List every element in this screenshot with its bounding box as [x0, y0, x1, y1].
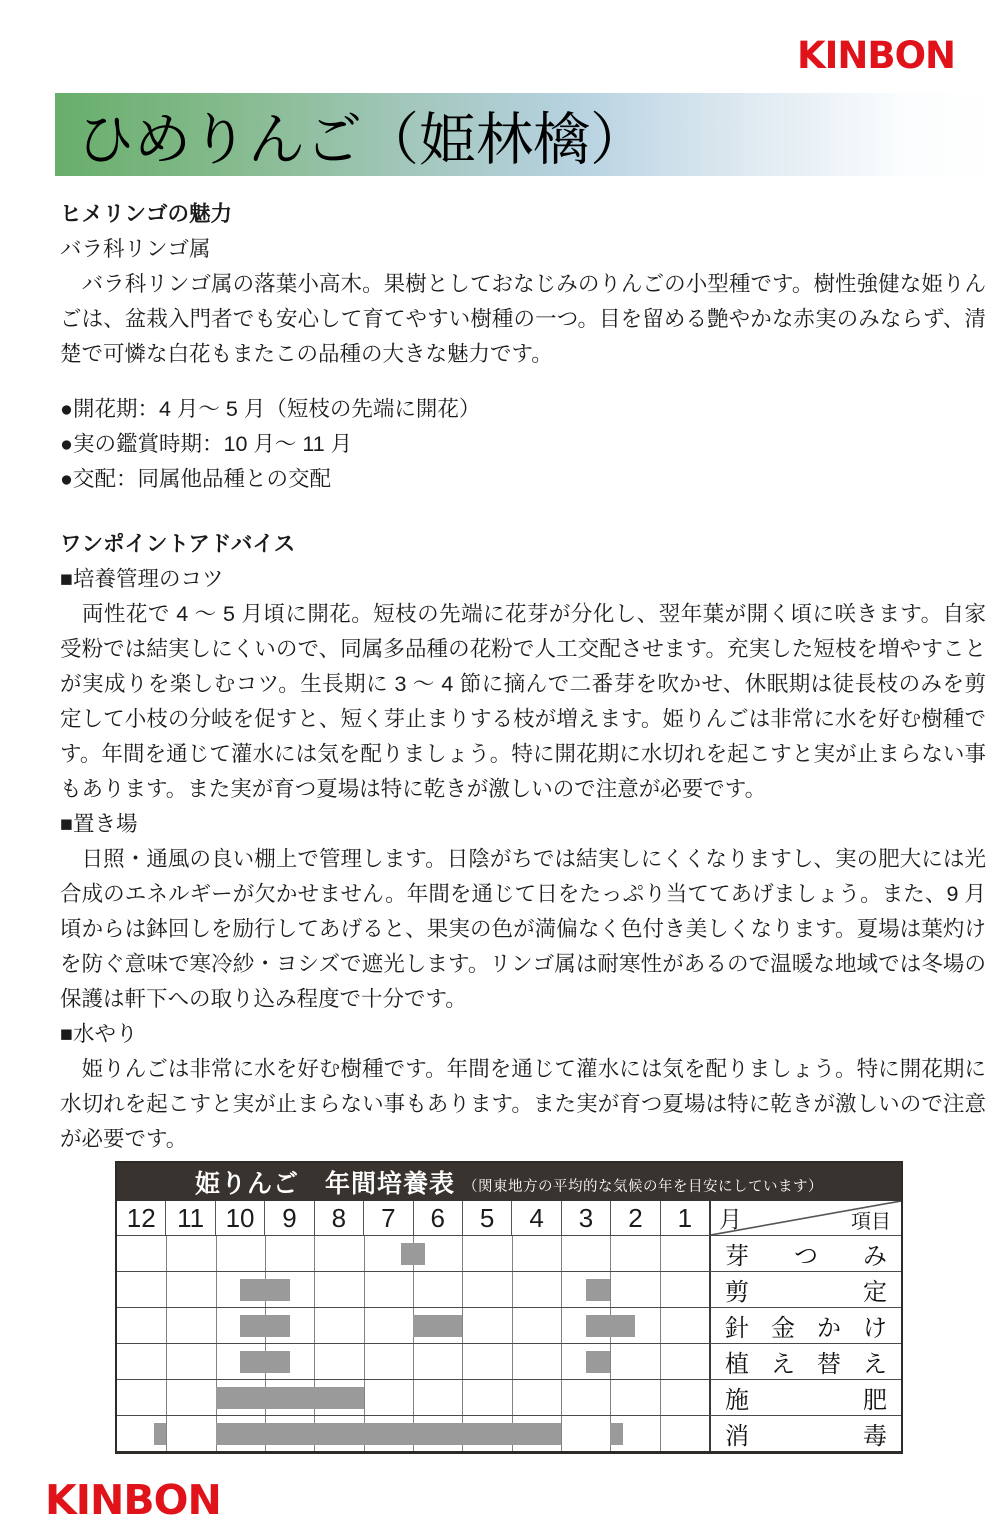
month-gridline: [166, 1344, 167, 1379]
month-gridline: [314, 1344, 315, 1379]
month-cell-4: 4: [512, 1201, 561, 1235]
advice-section: [60, 527, 986, 1157]
row-month-grid: [117, 1308, 709, 1343]
month-gridline: [512, 1344, 513, 1379]
advice-sub-body-watering: 姫りんごは非常に水を好む樹種です。年間を通じて灌水には気を配りましょう。特に開花期に水切れを起こすと実が止まらない事もあります。また実が育つ夏場は特に乾きが激しいので注意が必要です。: [60, 1057, 986, 1151]
month-gridline: [660, 1380, 661, 1415]
month-gridline: [561, 1272, 562, 1307]
activity-period-bar: [413, 1315, 462, 1337]
row-label-char: み: [863, 1243, 887, 1270]
month-gridline: [561, 1416, 562, 1451]
table-row-消毒: [117, 1415, 901, 1451]
month-gridline: [364, 1308, 365, 1343]
month-cell-12: 12: [117, 1201, 166, 1235]
month-gridline: [660, 1416, 661, 1451]
row-label: [709, 1236, 901, 1271]
activity-period-bar: [401, 1243, 426, 1265]
row-month-grid: [117, 1344, 709, 1379]
month-cell-7: 7: [364, 1201, 413, 1235]
row-label: [709, 1272, 901, 1307]
month-gridline: [561, 1344, 562, 1379]
month-cell-10: 10: [216, 1201, 265, 1235]
row-label-char: 毒: [863, 1423, 887, 1450]
intro-heading: ヒメリンゴの魅力: [60, 202, 233, 226]
page-title: ひめりんご（姫林檎）: [77, 106, 647, 173]
row-label-char: 芽: [725, 1243, 749, 1270]
month-gridline: [413, 1380, 414, 1415]
month-gridline: [314, 1272, 315, 1307]
row-label-char: え: [771, 1351, 795, 1378]
month-gridline: [660, 1272, 661, 1307]
activity-period-bar: [610, 1423, 622, 1445]
month-gridline: [561, 1380, 562, 1415]
month-gridline: [166, 1380, 167, 1415]
month-gridline: [413, 1344, 414, 1379]
month-gridline: [610, 1272, 611, 1307]
activity-period-bar: [586, 1279, 611, 1301]
table-subtitle: （関東地方の平均的な気候の年を目安にしています）: [463, 1178, 823, 1195]
row-label-char: 消: [725, 1423, 749, 1450]
table-header-bar: [117, 1163, 901, 1201]
spec-bullet-list: [60, 392, 986, 497]
row-month-grid: [117, 1236, 709, 1271]
month-gridline: [166, 1308, 167, 1343]
month-gridline: [512, 1308, 513, 1343]
row-label-char: 替: [817, 1351, 841, 1378]
month-gridline: [610, 1236, 611, 1271]
activity-period-bar: [240, 1315, 289, 1337]
month-gridline: [314, 1308, 315, 1343]
month-cell-8: 8: [315, 1201, 364, 1235]
table-row-植え替え: [117, 1343, 901, 1379]
month-gridline: [364, 1380, 365, 1415]
month-gridline: [314, 1236, 315, 1271]
month-cell-6: 6: [414, 1201, 463, 1235]
month-cell-1: 1: [677, 1202, 693, 1233]
activity-period-bar: [216, 1423, 561, 1445]
month-gridline: [364, 1272, 365, 1307]
intro-paragraph: バラ科リンゴ属の落葉小高木。果樹としておなじみのりんごの小型種です。樹性強健な姫りんごは、盆栽入門者でも安心して育てやすい樹種の一つ。目を留める艶やかな赤実のみならず、清楚で可憐な白花もまたこの品種の大きな魅力です。: [60, 272, 986, 366]
cultivation-calendar-table: [115, 1161, 903, 1454]
table-months-row: [117, 1201, 709, 1235]
month-gridline: [512, 1380, 513, 1415]
month-gridline: [660, 1344, 661, 1379]
month-gridline: [462, 1272, 463, 1307]
month-gridline: [610, 1344, 611, 1379]
month-cell-11: 11: [166, 1201, 215, 1235]
table-row-針金かけ: [117, 1307, 901, 1343]
bullet-fruit-viewing-period: ●実の鑑賞時期：10 月～ 11 月: [60, 432, 353, 456]
table-title: 姫りんご 年間培養表: [194, 1169, 455, 1198]
month-gridline: [512, 1272, 513, 1307]
table-row-剪定: [117, 1271, 901, 1307]
row-label-char: 剪: [725, 1279, 749, 1306]
month-gridline: [216, 1272, 217, 1307]
month-gridline: [561, 1236, 562, 1271]
intro-section: [60, 197, 986, 372]
month-gridline: [364, 1344, 365, 1379]
corner-label-item: 項目: [851, 1211, 891, 1233]
row-label-char: か: [817, 1315, 841, 1342]
row-label: [709, 1416, 901, 1451]
month-cell-2: 2: [611, 1201, 660, 1235]
body-content: [60, 197, 986, 1157]
row-month-grid: [117, 1416, 709, 1451]
advice-sub-body-care: 両性花で 4 ～ 5 月頃に開花。短枝の先端に花芽が分化し、翌年葉が開く頃に咲きます。自家受粉では結実しにくいので、同属多品種の花粉で人工交配させます。充実した短枝を増やすことが実成りを楽しむコツ。生長期に 3 ～ 4 節に摘んで二番芽を吹かせ、休眠期は徒長枝のみを剪定して小枝の分岐を促すと、短く芽止まりする枝が増えます。姫りんごは非常に水を好む樹種です。年間を通じて灌水には気を配りましょう。特に開花期に水切れを起こすと実が止まらない事もあります。また実が育つ夏場は特に乾きが激しいので注意が必要です。: [60, 602, 986, 801]
row-label-char: 針: [725, 1315, 749, 1342]
month-gridline: [216, 1236, 217, 1271]
month-gridline: [413, 1272, 414, 1307]
month-gridline: [216, 1308, 217, 1343]
activity-period-bar: [154, 1423, 166, 1445]
activity-period-bar: [216, 1387, 364, 1409]
month-gridline: [660, 1308, 661, 1343]
bullet-pollination: ●交配：同属他品種との交配: [60, 467, 331, 491]
row-label-char: け: [863, 1315, 887, 1342]
month-gridline: [512, 1236, 513, 1271]
activity-period-bar: [240, 1351, 289, 1373]
month-gridline: [216, 1344, 217, 1379]
row-label: [709, 1308, 901, 1343]
kinbon-logo-top: KINBON: [796, 34, 955, 77]
advice-heading: ワンポイントアドバイス: [60, 532, 296, 556]
row-label-char: 金: [771, 1315, 795, 1342]
activity-period-bar: [586, 1315, 635, 1337]
month-gridline: [462, 1344, 463, 1379]
row-label-char: 肥: [863, 1387, 887, 1414]
month-gridline: [462, 1236, 463, 1271]
month-cell-5: 5: [463, 1201, 512, 1235]
advice-sub-title-watering: ■水やり: [60, 1022, 138, 1046]
advice-sub-title-care: ■培養管理のコツ: [60, 567, 224, 591]
month-gridline: [462, 1380, 463, 1415]
row-label-char: え: [863, 1351, 887, 1378]
activity-period-bar: [240, 1279, 289, 1301]
row-label-char: 施: [725, 1387, 749, 1414]
row-label: [709, 1344, 901, 1379]
month-gridline: [610, 1380, 611, 1415]
corner-label-month: 月: [719, 1206, 742, 1232]
month-gridline: [364, 1236, 365, 1271]
table-body: [117, 1235, 901, 1451]
kinbon-logo-bottom: KINBON: [45, 1476, 221, 1524]
row-label: [709, 1380, 901, 1415]
month-gridline: [561, 1308, 562, 1343]
month-cell-3: 3: [562, 1201, 611, 1235]
activity-period-bar: [586, 1351, 611, 1373]
month-gridline: [462, 1308, 463, 1343]
row-month-grid: [117, 1272, 709, 1307]
table-row-施肥: [117, 1379, 901, 1415]
table-row-芽つみ: [117, 1235, 901, 1271]
intro-subheading: バラ科リンゴ属: [60, 237, 211, 261]
title-banner: [55, 93, 1000, 176]
advice-sub-title-placement: ■置き場: [60, 812, 138, 836]
row-label-char: 定: [863, 1279, 887, 1306]
row-label-char: 植: [725, 1351, 749, 1378]
row-month-grid: [117, 1380, 709, 1415]
row-label-char: つ: [794, 1243, 818, 1270]
month-gridline: [166, 1416, 167, 1451]
advice-sub-body-placement: 日照・通風の良い棚上で管理します。日陰がちでは結実しにくくなりますし、実の肥大には光合成のエネルギーが欠かせません。年間を通じて日をたっぷり当ててあげましょう。また、9 月頃からは鉢回しを励行してあげると、果実の色が満偏なく色付き美しくなります。夏場は葉灼けを防ぐ意味で寒冷紗・ヨシズで遮光します。リンゴ属は耐寒性があるので温暖な地域では冬場の保護は軒下への取り込み程度で十分です。: [60, 847, 986, 1011]
month-gridline: [166, 1272, 167, 1307]
month-cell-9: 9: [265, 1201, 314, 1235]
bullet-flowering-period: ●開花期：4 月～ 5 月（短枝の先端に開花）: [60, 397, 481, 421]
table-months-header: [117, 1201, 901, 1235]
month-gridline: [166, 1236, 167, 1271]
month-gridline: [660, 1236, 661, 1271]
month-gridline: [265, 1236, 266, 1271]
table-corner-cell: [709, 1201, 901, 1235]
